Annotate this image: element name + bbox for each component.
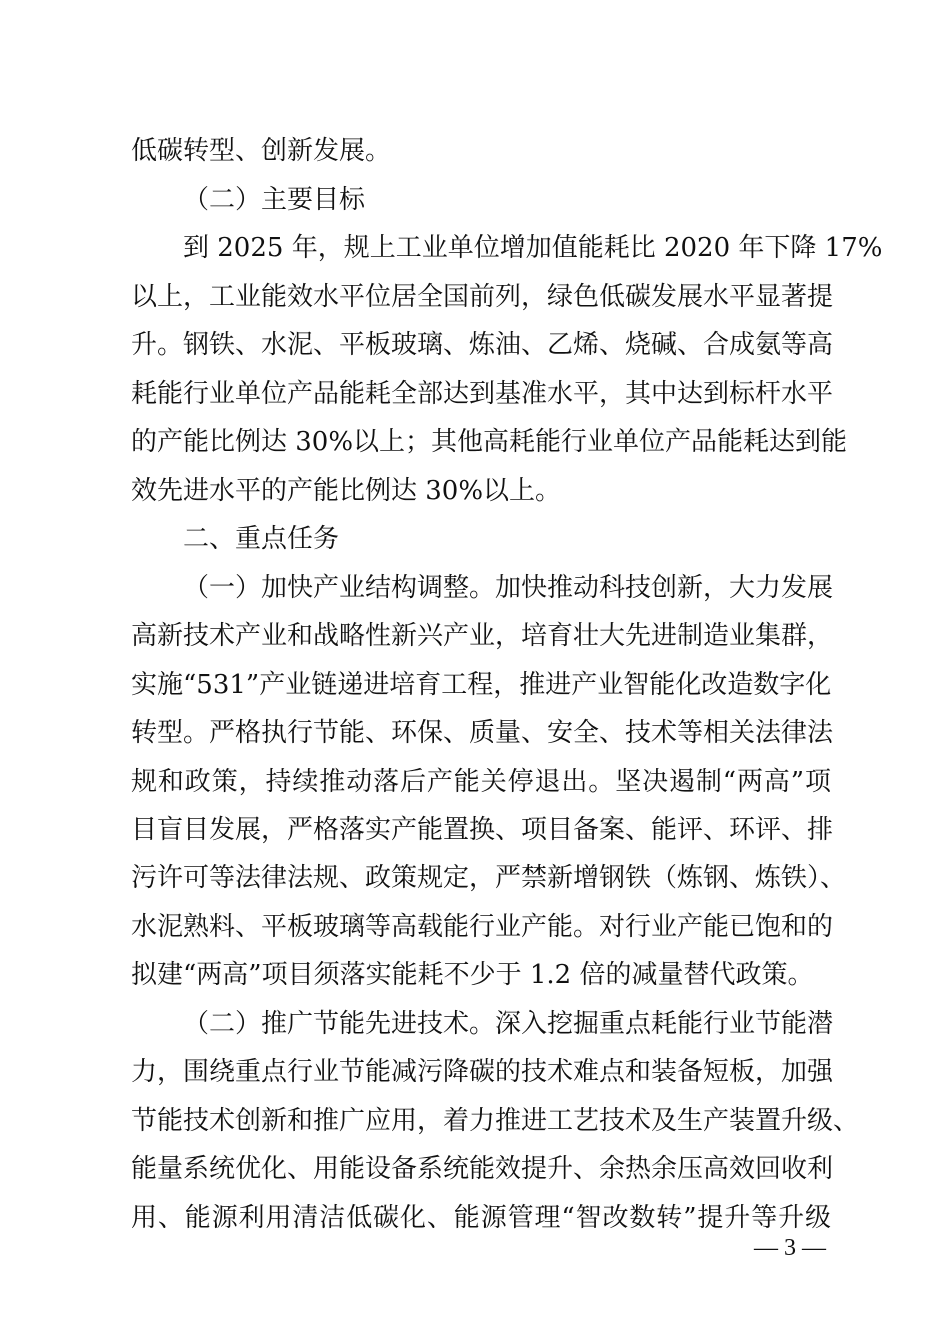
- body-text-line: 能量系统优化、用能设备系统能效提升、余热余压高效回收利: [131, 1154, 834, 1184]
- body-text-line: 高新技术产业和战略性新兴产业，培育壮大先进制造业集群，: [131, 621, 834, 651]
- body-text-line: 低碳转型、创新发展。: [131, 136, 392, 166]
- body-text-line: 拟建“两高”项目须落实能耗不少于 1.2 倍的减量替代政策。: [131, 960, 814, 990]
- page-number: — 3 —: [754, 1235, 826, 1261]
- body-text-line: 目盲目发展，严格落实产能置换、项目备案、能评、环评、排: [131, 815, 834, 845]
- body-text-line: 节能技术创新和推广应用，着力推进工艺技术及生产装置升级、: [131, 1106, 860, 1136]
- body-text-line: 升。钢铁、水泥、平板玻璃、炼油、乙烯、烧碱、合成氨等高: [131, 330, 834, 360]
- body-text-line: （一）加快产业结构调整。加快推动科技创新，大力发展: [183, 573, 834, 603]
- section-heading: 二、重点任务: [183, 524, 340, 554]
- body-text-line: 用、能源利用清洁低碳化、能源管理“智改数转”提升等升级: [131, 1203, 831, 1233]
- body-text-line: 实施“531”产业链递进培育工程，推进产业智能化改造数字化: [131, 670, 832, 700]
- body-text-line: 的产能比例达 30%以上；其他高耗能行业单位产品能耗达到能: [131, 427, 848, 457]
- body-text-line: （二）推广节能先进技术。深入挖掘重点耗能行业节能潜: [183, 1009, 834, 1039]
- body-text-line: 力，围绕重点行业节能减污降碳的技术难点和装备短板，加强: [131, 1057, 834, 1087]
- body-text-line: 水泥熟料、平板玻璃等高载能行业产能。对行业产能已饱和的: [131, 912, 834, 942]
- body-text-line: 耗能行业单位产品能耗全部达到基准水平，其中达到标杆水平: [131, 379, 834, 409]
- body-text-line: 污许可等法律法规、政策规定，严禁新增钢铁（炼钢、炼铁）、: [131, 863, 847, 893]
- body-text-line: 效先进水平的产能比例达 30%以上。: [131, 476, 562, 506]
- body-text-line: 以上，工业能效水平位居全国前列，绿色低碳发展水平显著提: [131, 282, 834, 312]
- body-text-line: 转型。严格执行节能、环保、质量、安全、技术等相关法律法: [131, 718, 834, 748]
- body-text-line: 到 2025 年，规上工业单位增加值能耗比 2020 年下降 17%: [183, 233, 883, 263]
- section-subheading: （二）主要目标: [183, 185, 366, 215]
- body-text-line: 规和政策，持续推动落后产能关停退出。坚决遏制“两高”项: [131, 767, 831, 797]
